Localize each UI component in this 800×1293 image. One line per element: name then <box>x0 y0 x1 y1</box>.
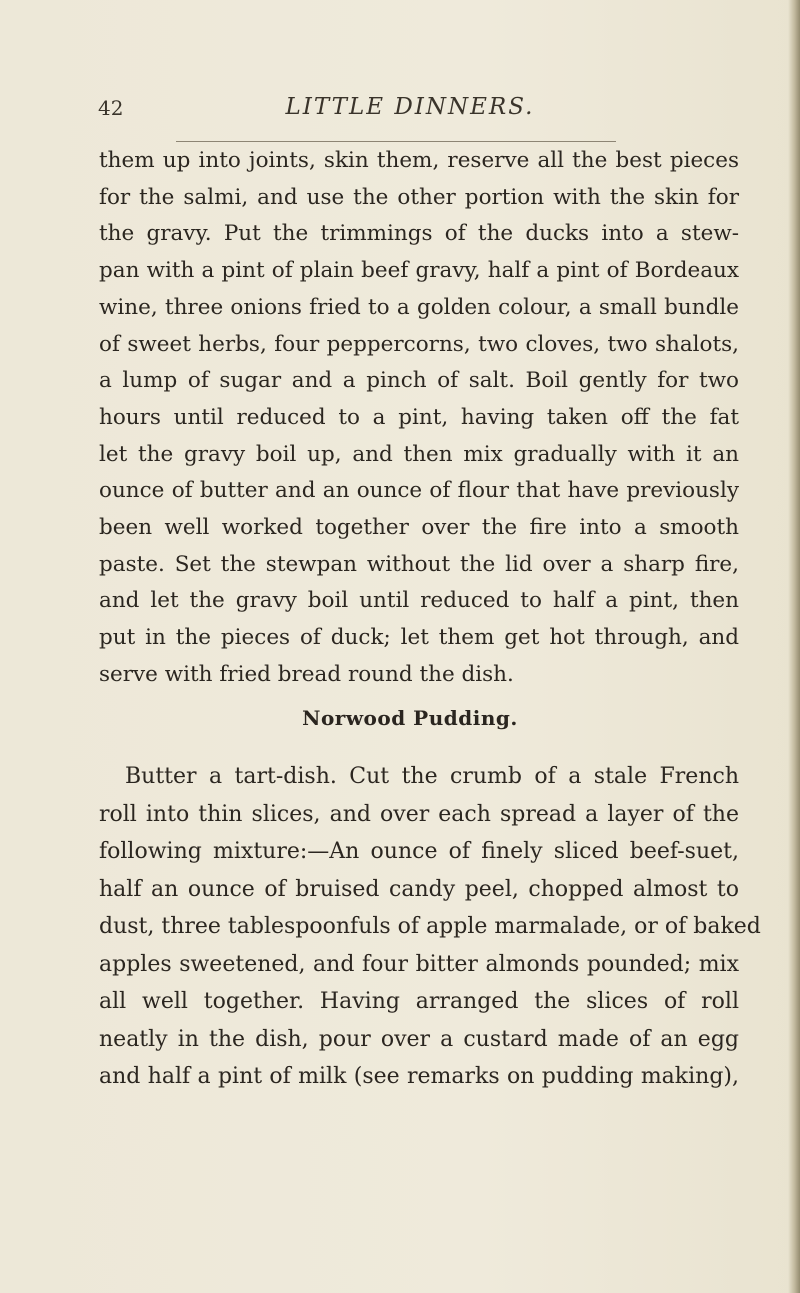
text-line: following mixture:—An ounce of finely sliced beef-suet, <box>99 839 739 864</box>
text-line: hours until reduced to a pint, having taken off the fat <box>99 404 739 430</box>
page-number: 42 <box>98 96 124 120</box>
header-rule <box>176 141 616 142</box>
text-line: half an ounce of bruised candy peel, chopped almost to <box>99 876 739 902</box>
text-line: apples sweetened, and four bitter almonds pounded; mix <box>99 951 739 977</box>
text-line: a lump of sugar and a pinch of salt. Boil gently for two <box>99 368 739 394</box>
text-line: ounce of butter and an ounce of flour that have previously <box>99 478 739 504</box>
recipe-paragraph-salmi-continued <box>99 143 739 694</box>
running-title: LITTLE DINNERS. <box>285 94 535 120</box>
text-line: paste. Set the stewpan without the lid over a sharp fire, <box>99 551 739 577</box>
text-line: and half a pint of milk (see remarks on pudding making), <box>99 1064 739 1089</box>
text-line: for the salmi, and use the other portion with the skin for <box>99 184 739 210</box>
text-line: Butter a tart-dish. Cut the crumb of a stale French <box>125 764 739 789</box>
text-line: and let the gravy boil until reduced to half a pint, then <box>99 588 739 614</box>
text-line: dust, three tablespoonfuls of apple marmalade, or of baked <box>99 914 761 939</box>
text-line: pan with a pint of plain beef gravy, half a pint of Bordeaux <box>99 258 739 284</box>
text-line: the gravy. Put the trimmings of the ducks into a stew- <box>99 221 739 247</box>
text-line: put in the pieces of duck; let them get hot through, and <box>99 625 739 651</box>
text-line: all well together. Having arranged the slices of roll <box>99 989 739 1014</box>
recipe-heading: Norwood Pudding. <box>302 706 518 730</box>
text-line: roll into thin slices, and over each spread a layer of the <box>99 801 739 827</box>
page-edge-shadow <box>788 0 800 1293</box>
text-line: been well worked together over the fire into a smooth <box>99 515 739 541</box>
text-line: serve with fried bread round the dish. <box>99 661 514 687</box>
recipe-paragraph-norwood-pudding <box>99 758 761 1096</box>
text-line: them up into joints, skin them, reserve all the best pieces <box>99 148 739 173</box>
text-line: wine, three onions fried to a golden colour, a small bundle <box>99 294 739 320</box>
text-line: neatly in the dish, pour over a custard made of an egg <box>99 1026 739 1052</box>
text-line: let the gravy boil up, and then mix gradually with it an <box>99 441 739 467</box>
text-line: of sweet herbs, four peppercorns, two cloves, two shalots, <box>99 331 739 357</box>
